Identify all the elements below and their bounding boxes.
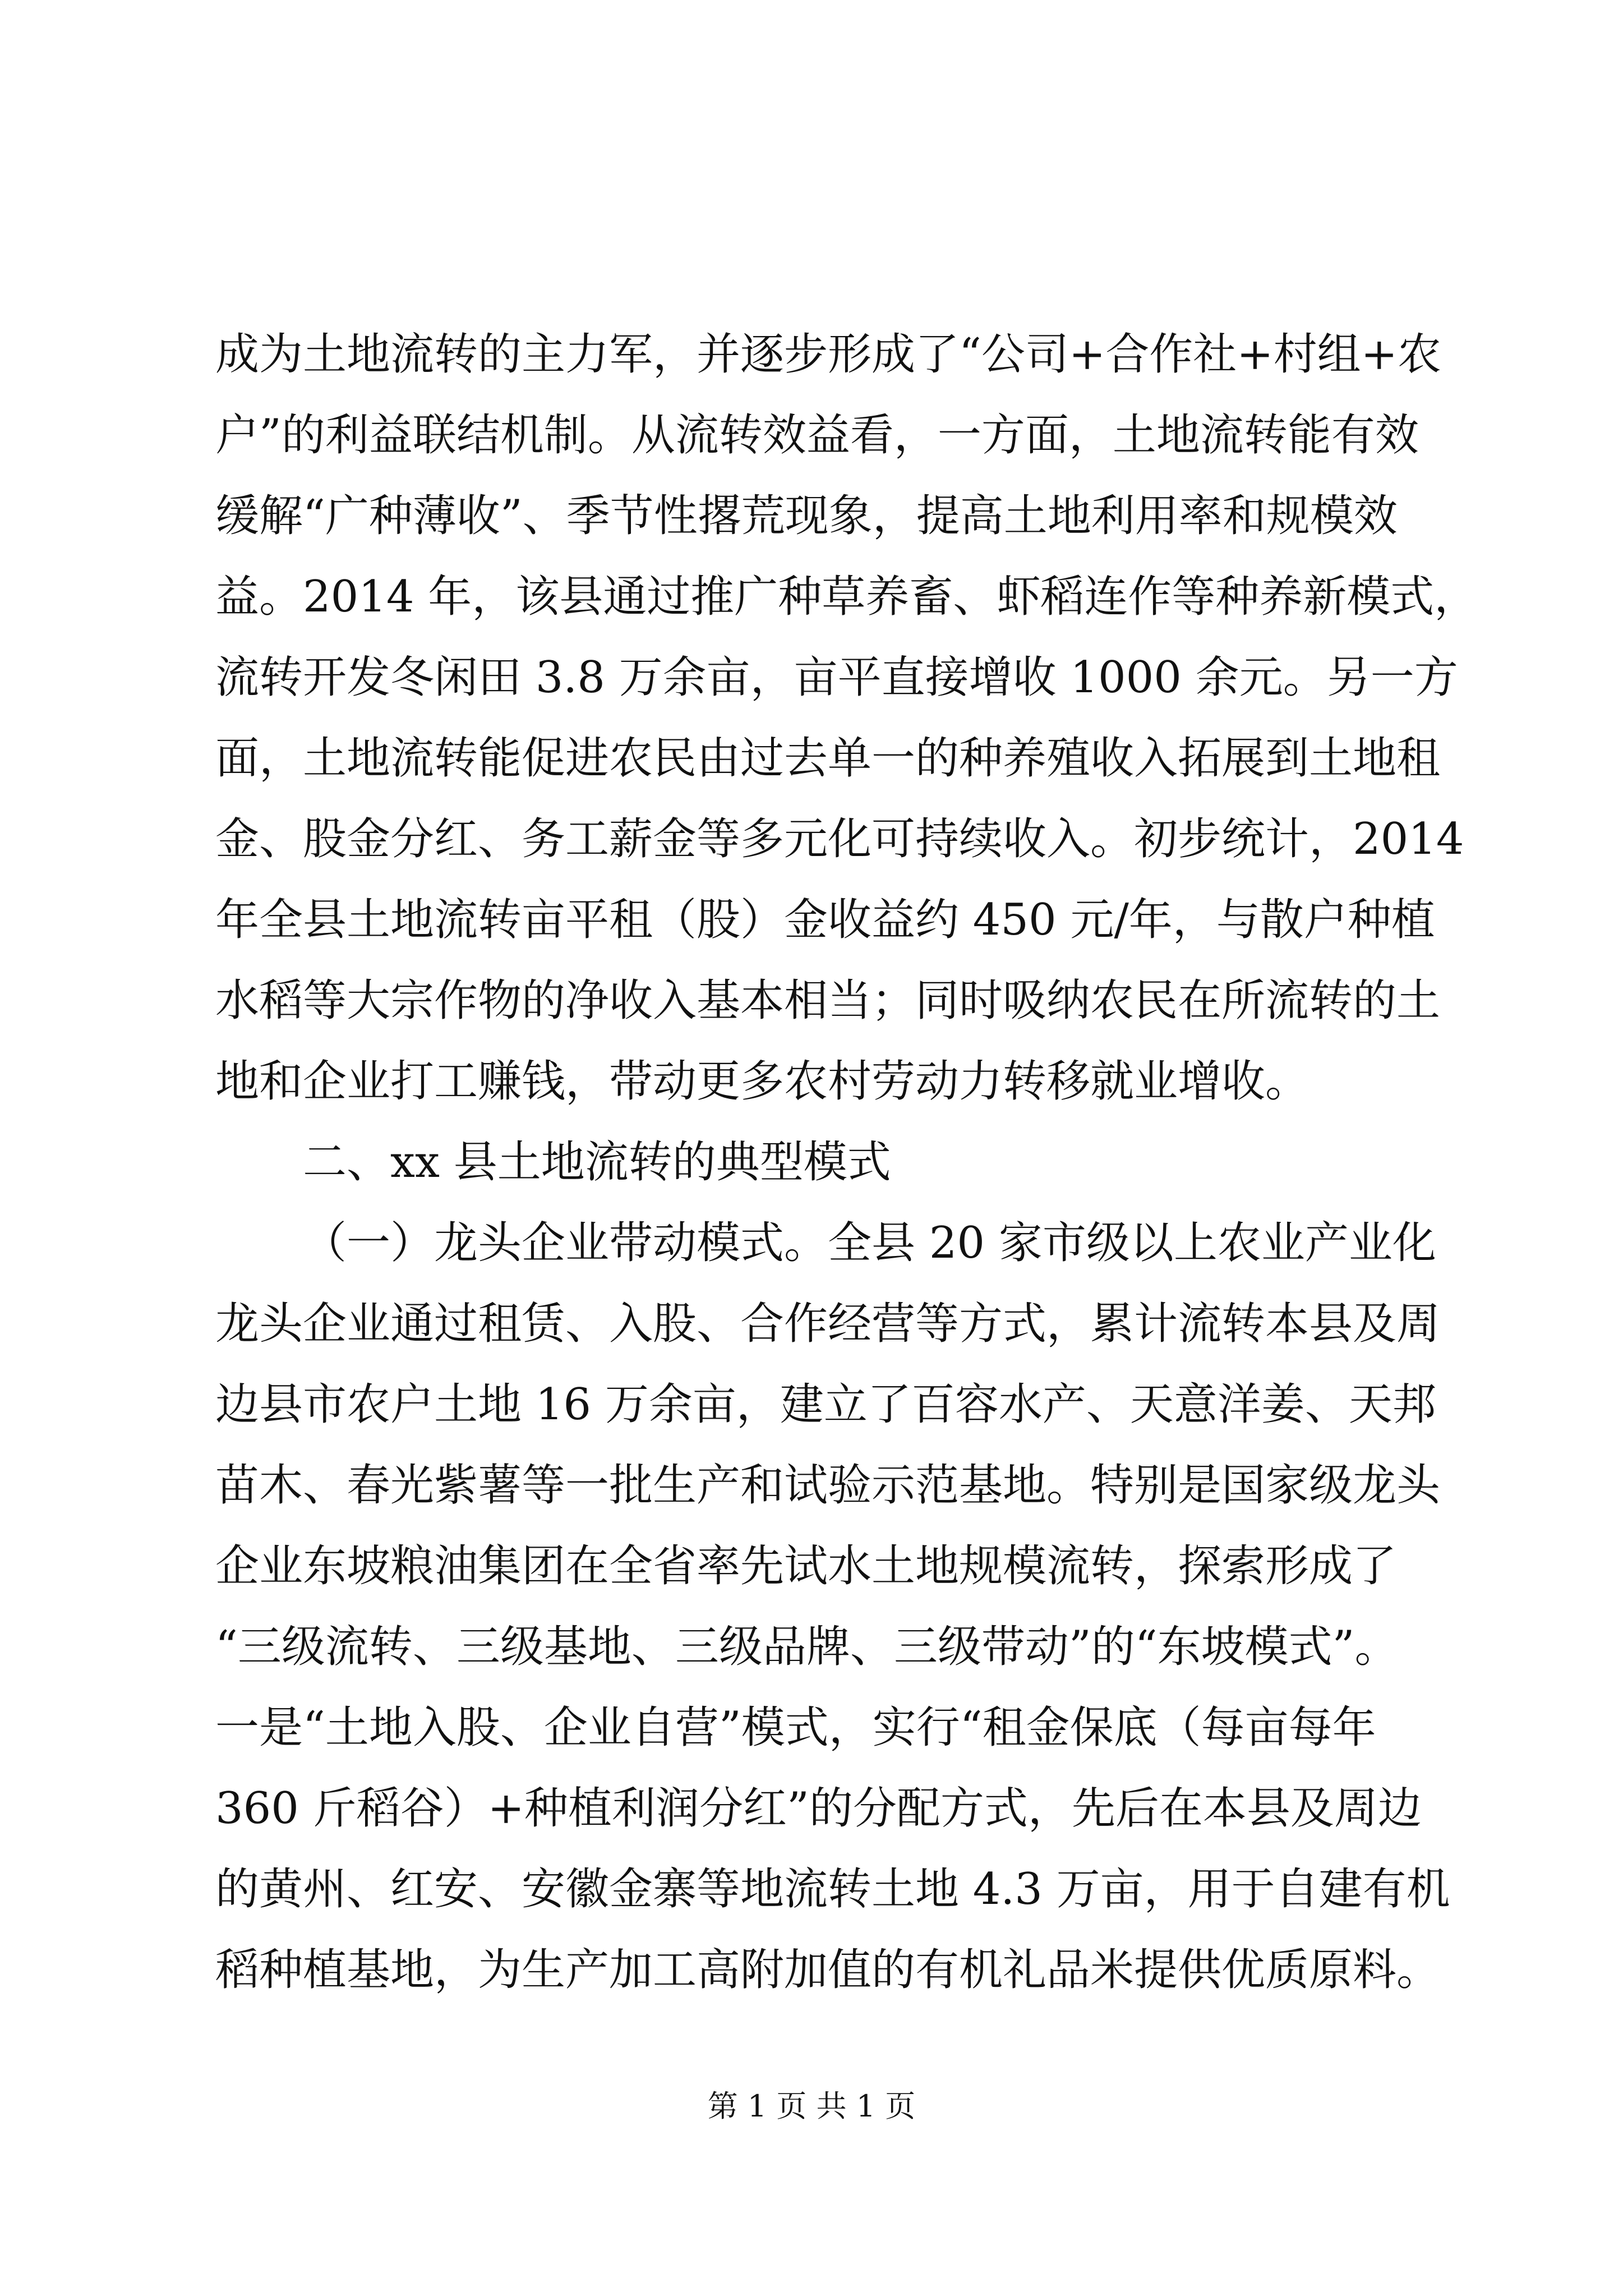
text-line: 苗木、春光紫薯等一批生产和试验示范基地。特别是国家级龙头 <box>215 1460 1441 1511</box>
text-line: 水稻等大宗作物的净收入基本相当；同时吸纳农民在所流转的土 <box>215 976 1441 1026</box>
page-footer: 第 1 页 共 1 页 <box>707 2088 916 2124</box>
text-line: 地和企业打工赚钱，带动更多农村劳动力转移就业增收。 <box>215 1056 1310 1107</box>
text-line: 金、股金分红、务工薪金等多元化可持续收入。初步统计，2014 <box>215 814 1464 864</box>
section-heading: 二、xx 县土地流转的典型模式 <box>303 1137 891 1188</box>
text-line: 边县市农户土地 16 万余亩，建立了百容水产、天意洋姜、天邦 <box>215 1379 1436 1430</box>
text-line: 年全县土地流转亩平租（股）金收益约 450 元/年，与散户种植 <box>215 895 1435 945</box>
text-line: 成为土地流转的主力军，并逐步形成了“公司+合作社+村组+农 <box>215 329 1441 380</box>
body-text <box>215 314 1478 2010</box>
text-line: 户”的利益联结机制。从流转效益看，一方面，土地流转能有效 <box>215 410 1419 461</box>
text-line: 缓解“广种薄收”、季节性撂荒现象，提高土地利用率和规模效 <box>215 491 1398 541</box>
text-line: 360 斤稻谷）+种植利润分红”的分配方式，先后在本县及周边 <box>215 1783 1422 1834</box>
text-line: 企业东坡粮油集团在全省率先试水土地规模流转，探索形成了 <box>215 1541 1397 1591</box>
text-line: 流转开发冬闲田 3.8 万余亩，亩平直接增收 1000 余元。另一方 <box>215 652 1458 703</box>
text-line: 面，土地流转能促进农民由过去单一的种养殖收入拓展到土地租 <box>215 733 1441 784</box>
text-line: 益。2014 年，该县通过推广种草养畜、虾稻连作等种养新模式， <box>215 572 1478 622</box>
text-line: （一）龙头企业带动模式。全县 20 家市级以上农业产业化 <box>303 1218 1436 1268</box>
text-line: 的黄州、红安、安徽金寨等地流转土地 4.3 万亩，用于自建有机 <box>215 1864 1450 1915</box>
text-line: 一是“土地入股、企业自营”模式，实行“租金保底（每亩每年 <box>215 1703 1376 1753</box>
text-line: “三级流转、三级基地、三级品牌、三级带动”的“东坡模式”。 <box>215 1622 1399 1672</box>
text-line: 龙头企业通过租赁、入股、合作经营等方式，累计流转本县及周 <box>215 1299 1441 1349</box>
text-line: 稻种植基地，为生产加工高附加值的有机礼品米提供优质原料。 <box>215 1945 1441 1995</box>
